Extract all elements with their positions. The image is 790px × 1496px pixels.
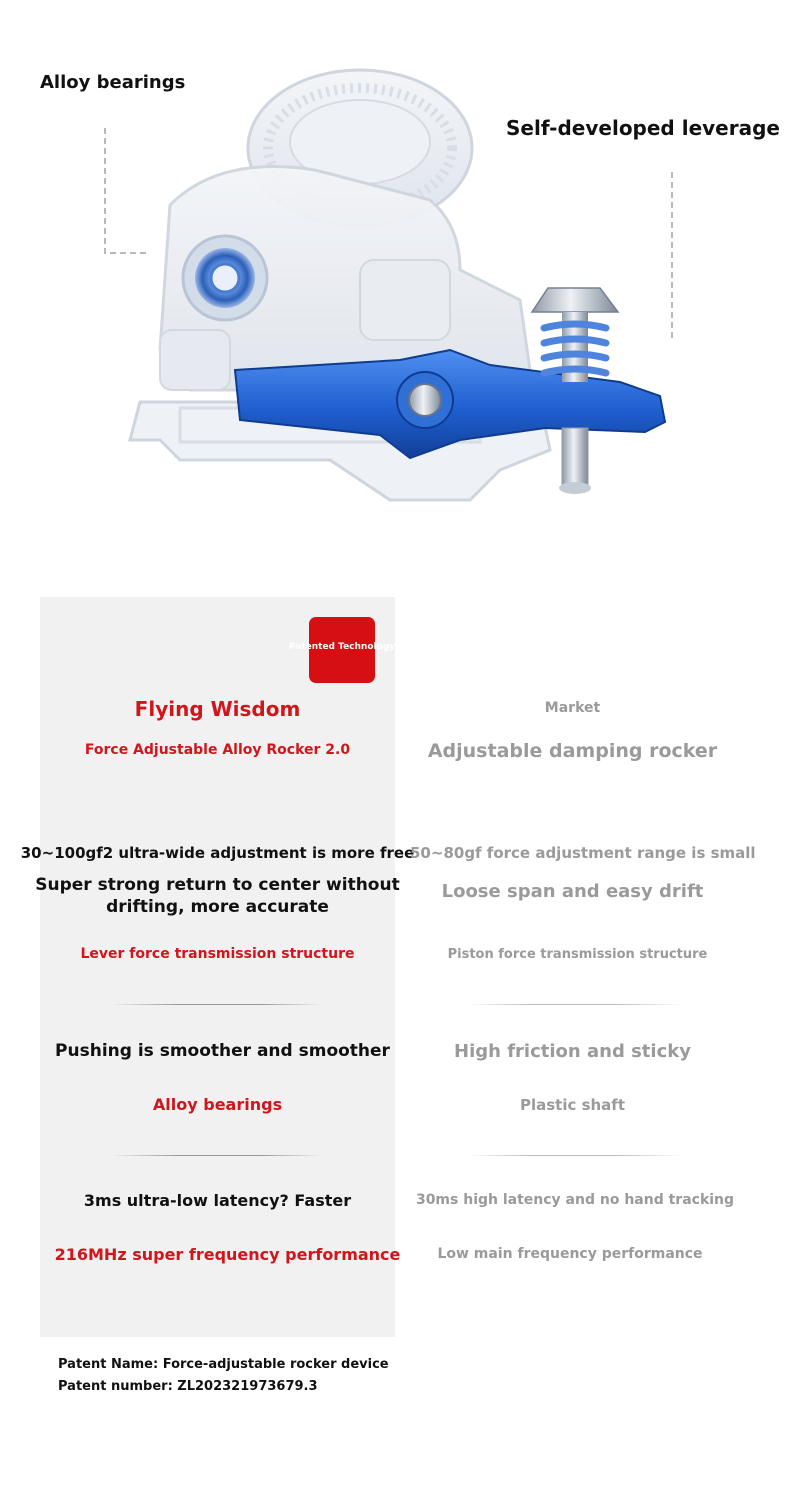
right-product-name: Adjustable damping rocker bbox=[427, 740, 718, 762]
right-shaft: Plastic shaft bbox=[519, 1096, 626, 1114]
right-friction: High friction and sticky bbox=[454, 1041, 691, 1062]
left-adjustment-range: 30~100gf2 ultra-wide adjustment is more free bbox=[20, 844, 415, 862]
left-frequency: 216MHz super frequency performance bbox=[54, 1245, 401, 1264]
callout-alloy-bearings: Alloy bearings bbox=[40, 72, 186, 93]
right-divider-1 bbox=[466, 1004, 682, 1005]
rocker-mechanism-illustration bbox=[100, 30, 700, 550]
right-divider-2 bbox=[466, 1155, 682, 1156]
left-brand-title: Flying Wisdom bbox=[134, 697, 301, 721]
right-structure: Piston force transmission structure bbox=[447, 947, 708, 962]
left-divider-2 bbox=[112, 1155, 324, 1156]
callout-self-developed-leverage: Self-developed leverage bbox=[506, 116, 780, 140]
right-frequency: Low main frequency performance bbox=[437, 1246, 703, 1262]
left-divider-1 bbox=[112, 1004, 324, 1005]
patented-technology-label: Patented Technology bbox=[288, 642, 396, 652]
right-brand-title: Market bbox=[544, 700, 601, 716]
left-push-feel: Pushing is smoother and smoother bbox=[55, 1041, 390, 1061]
left-bearing: Alloy bearings bbox=[152, 1095, 283, 1114]
product-hero bbox=[0, 0, 790, 560]
left-return-line-1: Super strong return to center without bbox=[35, 875, 400, 895]
left-structure: Lever force transmission structure bbox=[80, 946, 355, 962]
right-latency: 30ms high latency and no hand tracking bbox=[415, 1192, 735, 1208]
patent-number: Patent number: ZL202321973679.3 bbox=[58, 1379, 318, 1394]
right-adjustment-range: 50~80gf force adjustment range is small bbox=[410, 844, 756, 862]
left-product-name: Force Adjustable Alloy Rocker 2.0 bbox=[84, 742, 351, 758]
right-drift: Loose span and easy drift bbox=[441, 881, 704, 902]
left-return-line-2: drifting, more accurate bbox=[106, 897, 329, 917]
patent-name: Patent Name: Force-adjustable rocker device bbox=[58, 1357, 389, 1372]
left-latency: 3ms ultra-low latency? Faster bbox=[83, 1191, 352, 1210]
